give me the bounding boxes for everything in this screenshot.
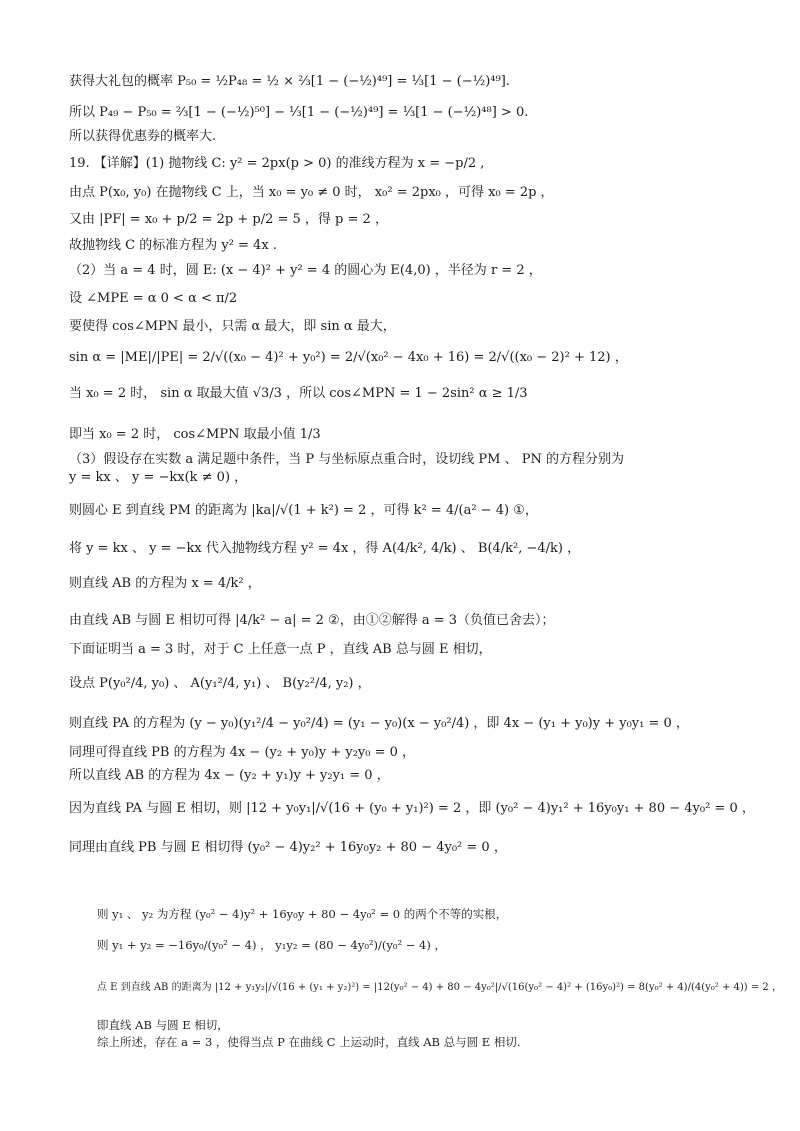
text-line: 则直线 PA 的方程为 (y − y₀)(y₁²/4 − y₀²/4) = (y₁ − y₀)(x − y₀²/4) ，即 4x − (y₁ + y₀)y + y₀y₁ = 0 ， (69, 716, 689, 731)
text-line: 同理可得直线 PB 的方程为 4x − (y₂ + y₀)y + y₂y₀ = 0 ， (69, 745, 416, 760)
text-line: 则直线 AB 的方程为 x = 4/k² ， (69, 576, 261, 591)
text-line: 故抛物线 C 的标准方程为 y² = 4x . (69, 238, 277, 253)
text-line: 设 ∠MPE = α 0 < α < π/2 (69, 291, 238, 306)
text-line: 将 y = kx 、 y = −kx 代入抛物线方程 y² = 4x ，得 A(4/k², 4/k) 、 B(4/k², −4/k) ， (69, 541, 581, 556)
text-line: 又由 |PF| = x₀ + p/2 = 2p + p/2 = 5 ，得 p = 2 ， (69, 212, 388, 227)
text-line: （3）假设存在实数 a 满足题中条件，当 P 与坐标原点重合时，设切线 PM 、 PN 的方程分别为 (69, 452, 625, 467)
text-line: 19. 【详解】(1) 抛物线 C: y² = 2px(p > 0) 的准线方程为 x = −p/2 , (69, 156, 485, 171)
text-line: 综上所述，存在 a = 3 ，使得当点 P 在曲线 C 上运动时，直线 AB 总与圆 E 相切. (97, 1035, 521, 1049)
text-line: 即直线 AB 与圆 E 相切， (97, 1018, 229, 1032)
text-line: 获得大礼包的概率 P₅₀ = ½P₄₈ = ½ × ⅔[1 − (−½)⁴⁹] = ⅓[1 − (−½)⁴⁹]. (69, 74, 510, 89)
text-line: 当 x₀ = 2 时， sin α 取最大值 √3/3 ，所以 cos∠MPN = 1 − 2sin² α ≥ 1/3 (69, 386, 528, 401)
text-line: y = kx 、 y = −kx(k ≠ 0) ， (69, 470, 248, 485)
text-line: sin α = |ME|/|PE| = 2/√((x₀ − 4)² + y₀²) = 2/√(x₀² − 4x₀ + 16) = 2/√((x₀ − 2)² + 12) ， (69, 350, 628, 365)
text-line: 点 E 到直线 AB 的距离为 |12 + y₁y₂|/√(16 + (y₁ + y₂)²) = |12(y₀² − 4) + 80 − 4y₀²|/√(16(y₀² − 4)² + (16y₀)²) = 8(y₀² + 4)/(4(y₀² + 4)) = 2 ， (97, 982, 782, 993)
text-line: 由点 P(x₀, y₀) 在抛物线 C 上，当 x₀ = y₀ ≠ 0 时， x₀² = 2px₀ ，可得 x₀ = 2p ， (69, 185, 554, 200)
text-line: 则 y₁ + y₂ = −16y₀/(y₀² − 4) ， y₁y₂ = (80 − 4y₀²)/(y₀² − 4) ， (97, 938, 447, 952)
text-line: 所以 P₄₉ − P₅₀ = ⅔[1 − (−½)⁵⁰] − ⅓[1 − (−½)⁴⁹] = ⅓[1 − (−½)⁴⁸] > 0. (69, 105, 529, 120)
text-line: 同理由直线 PB 与圆 E 相切得 (y₀² − 4)y₂² + 16y₀y₂ + 80 − 4y₀² = 0 ， (69, 840, 507, 855)
text-line: 因为直线 PA 与圆 E 相切，则 |12 + y₀y₁|/√(16 + (y₀ + y₁)²) = 2 ，即 (y₀² − 4)y₁² + 16y₀y₁ + 80 − 4y₀² = 0 ， (69, 801, 755, 816)
text-line: 要使得 cos∠MPN 最小，只需 α 最大，即 sin α 最大， (69, 319, 396, 334)
text-line: 设点 P(y₀²/4, y₀) 、 A(y₁²/4, y₁) 、 B(y₂²/4, y₂) ， (69, 676, 371, 691)
text-line: 则 y₁ 、 y₂ 为方程 (y₀² − 4)y² + 16y₀y + 80 − 4y₀² = 0 的两个不等的实根， (97, 907, 508, 921)
text-line: 所以直线 AB 的方程为 4x − (y₂ + y₁)y + y₂y₁ = 0 ， (69, 768, 390, 783)
text-line: 下面证明当 a = 3 时，对于 C 上任意一点 P ，直线 AB 总与圆 E 相切， (69, 642, 492, 657)
text-line: （2）当 a = 4 时，圆 E: (x − 4)² + y² = 4 的圆心为 E(4,0) ，半径为 r = 2 ， (69, 263, 542, 278)
text-line: 由直线 AB 与圆 E 相切可得 |4/k² − a| = 2 ②，由①②解得 a = 3（负值已舍去）； (69, 613, 555, 628)
text-line: 则圆心 E 到直线 PM 的距离为 |ka|/√(1 + k²) = 2 ，可得 k² = 4/(a² − 4) ①， (69, 503, 538, 518)
text-line: 即当 x₀ = 2 时， cos∠MPN 取最小值 1/3 (69, 427, 321, 442)
text-line: 所以获得优惠券的概率大. (69, 129, 217, 144)
